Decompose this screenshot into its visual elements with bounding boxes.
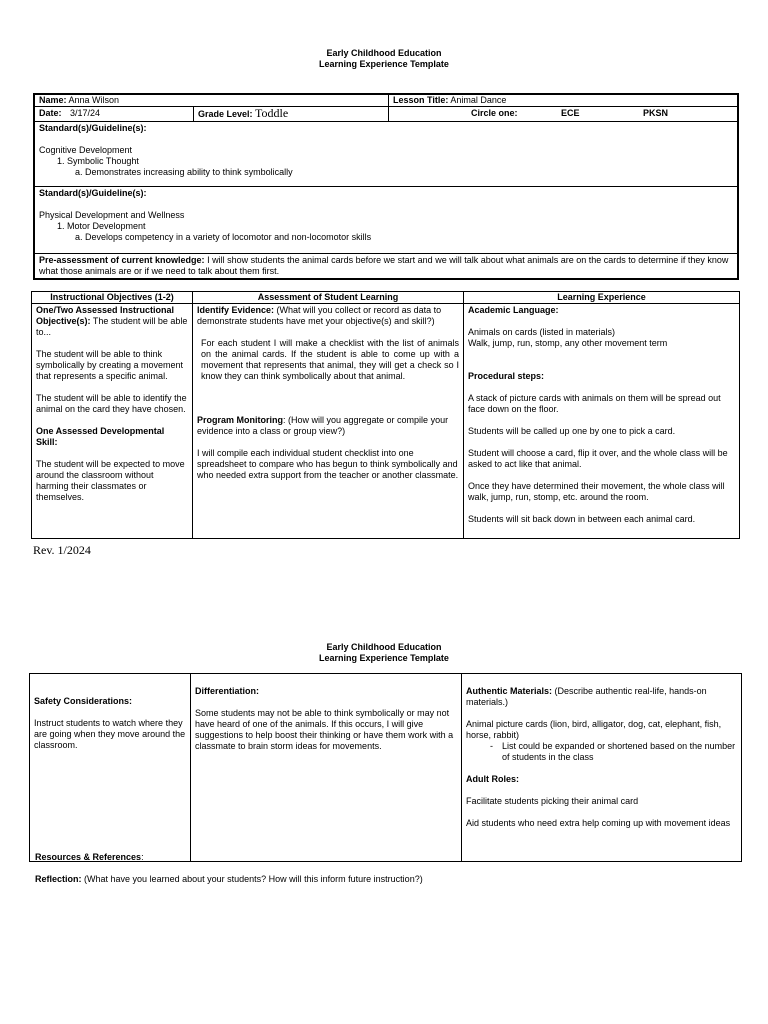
- standards-2-label: Standard(s)/Guideline(s): [39, 188, 144, 198]
- name-cell: [34, 94, 389, 107]
- resources-label: Resources & References: [35, 852, 142, 862]
- differentiation-label: Differentiation:: [195, 686, 259, 696]
- objective-1: The student will be able to think symbolically by creating a movement that represents a specific animal.: [36, 349, 184, 381]
- materials-cell: [462, 674, 742, 862]
- procedural-step: Once they have determined their movement, the whole class will walk, jump, run, stomp, etc. around the room.: [468, 481, 725, 502]
- evidence-prompt: (What will you collect or record as data to demonstrate students have met your objective(s) and skill?): [197, 305, 442, 326]
- monitoring-prompt: : (How will you aggregate or compile your evidence into a class or group view?): [197, 415, 449, 436]
- reflection-prompt: (What have you learned about your students? How will this inform future instruction?): [84, 874, 423, 884]
- reflection-heading: [35, 874, 423, 885]
- page2-header: [0, 642, 768, 664]
- objectives-label: One/Two Assessed Instructional Objective(s):: [36, 305, 175, 326]
- lesson-title-value: Animal Dance: [450, 95, 507, 105]
- standards-1-label: Standard(s)/Guideline(s): [39, 123, 144, 133]
- adult-roles-label: Adult Roles:: [466, 774, 519, 784]
- circle-option-pksn[interactable]: PKSN: [643, 108, 669, 118]
- monitoring-text: I will compile each individual student checklist into one spreadsheet to compare who has begun to think symbolically and who needed extra support from the teacher or another classmate.: [197, 448, 459, 480]
- differentiation-cell: [191, 674, 462, 862]
- dev-skill-text: The student will be expected to move around the classroom without harming their classmates or themselves.: [36, 459, 185, 502]
- resources-heading: Resources & References:: [35, 852, 144, 862]
- col-header-assessment: Assessment of Student Learning: [193, 292, 464, 304]
- date-grade-cell: [34, 107, 389, 122]
- planning-details-table: [29, 673, 742, 862]
- standards-2-cell: Standard(s)/Guideline(s): Physical Development and Wellness 1. Motor Development a. Develops competency in a variety of locomotor and non-locomotor skills: [34, 187, 738, 254]
- materials-label: Authentic Materials:: [466, 686, 553, 696]
- header-line-1: Early Childhood Education: [326, 48, 442, 58]
- procedural-step: Students will be called up one by one to pick a card.: [468, 426, 676, 436]
- lesson-title-cell: [389, 94, 739, 107]
- procedural-label: Procedural steps:: [468, 371, 545, 381]
- circle-one-label: Circle one:: [471, 108, 518, 118]
- grade-level-value: Toddle: [255, 106, 289, 120]
- assessment-cell: [193, 304, 464, 539]
- materials-bullet: - List could be expanded or shortened based on the number of students in the class: [490, 741, 737, 763]
- standards-2-subitem: a. Develops competency in a variety of locomotor and non-locomotor skills: [75, 232, 372, 242]
- lesson-title-label: Lesson Title:: [393, 95, 449, 105]
- materials-text: Animal picture cards (lion, bird, alligator, dog, cat, elephant, fish, horse, rabbit): [466, 719, 722, 740]
- learning-experience-cell: [464, 304, 740, 539]
- evidence-text: For each student I will make a checklist with the list of animals on the animal cards. If the student is able to come up with a movement that represents that animal, they will get a check so I know they can think symbolically about that animal.: [201, 338, 459, 381]
- safety-label: Safety Considerations:: [34, 696, 133, 706]
- objective-2: The student will be able to identify the animal on the card they have chosen.: [36, 393, 187, 414]
- monitoring-label: Program Monitoring: [197, 415, 283, 425]
- grade-level-label: Grade Level:: [198, 109, 253, 119]
- objectives-cell: [32, 304, 193, 539]
- header-line-2: Learning Experience Template: [319, 59, 449, 69]
- page1-header: [0, 48, 768, 70]
- materials-prompt: (Describe authentic real-life, hands-on materials.): [466, 686, 707, 707]
- standards-2-domain: Physical Development and Wellness: [39, 210, 185, 220]
- procedural-step: Student will choose a card, flip it over, and the whole class will be asked to act like that animal.: [468, 448, 728, 469]
- circle-option-ece[interactable]: ECE: [561, 108, 580, 118]
- col-header-learning-experience: Learning Experience: [464, 292, 740, 304]
- preassessment-cell: [34, 254, 738, 280]
- academic-language-2: Walk, jump, run, stomp, any other movement term: [468, 338, 668, 348]
- academic-language-label: Academic Language:: [468, 305, 559, 315]
- header-line-2: Learning Experience Template: [319, 653, 449, 663]
- name-label: Name:: [39, 95, 67, 105]
- revision-note: Rev. 1/2024: [33, 543, 91, 557]
- dev-skill-label: One Assessed Developmental Skill:: [36, 426, 165, 447]
- objectives-intro: The student will be able to...: [36, 316, 188, 337]
- standards-2-item: 1. Motor Development: [57, 221, 146, 231]
- preassessment-label: Pre-assessment of current knowledge:: [39, 255, 205, 265]
- learning-plan-table: [31, 291, 740, 539]
- date-value: 3/17/24: [70, 108, 101, 118]
- adult-role-1: Facilitate students picking their animal card: [466, 796, 639, 806]
- differentiation-text: Some students may not be able to think symbolically or may not have heard of one of the animals. If this occurs, I will give suggestions to help boost their thinking or have them work with a classmate to brain storm ideas for movements.: [195, 708, 454, 751]
- date-label: Date:: [39, 108, 62, 118]
- procedural-step: Students will sit back down in between each animal card.: [468, 514, 696, 524]
- name-value: Anna Wilson: [68, 95, 120, 105]
- safety-text: Instruct students to watch where they are going when they move around the classroom.: [34, 718, 186, 750]
- header-line-1: Early Childhood Education: [326, 642, 442, 652]
- standards-1-item: 1. Symbolic Thought: [57, 156, 139, 166]
- lesson-info-table: [33, 93, 739, 280]
- academic-language-1: Animals on cards (listed in materials): [468, 327, 616, 337]
- preassessment-text: I will show students the animal cards before we start and we will talk about what animals are on the cards to determine if they know what those animals are or if we need to talk about them first.: [39, 255, 729, 276]
- standards-1-cell: Standard(s)/Guideline(s): Cognitive Development 1. Symbolic Thought a. Demonstrates increasing ability to think symbolically: [34, 122, 738, 187]
- procedural-step: A stack of picture cards with animals on them will be spread out face down on the floor.: [468, 393, 721, 414]
- col-header-objectives: Instructional Objectives (1-2): [32, 292, 193, 304]
- adult-role-2: Aid students who need extra help coming up with movement ideas: [466, 818, 731, 828]
- evidence-label: Identify Evidence:: [197, 305, 275, 315]
- circle-one-cell: [389, 107, 739, 122]
- safety-cell: [30, 674, 191, 862]
- standards-1-subitem: a. Demonstrates increasing ability to think symbolically: [75, 167, 293, 177]
- reflection-label: Reflection:: [35, 874, 82, 884]
- standards-1-domain: Cognitive Development: [39, 145, 133, 155]
